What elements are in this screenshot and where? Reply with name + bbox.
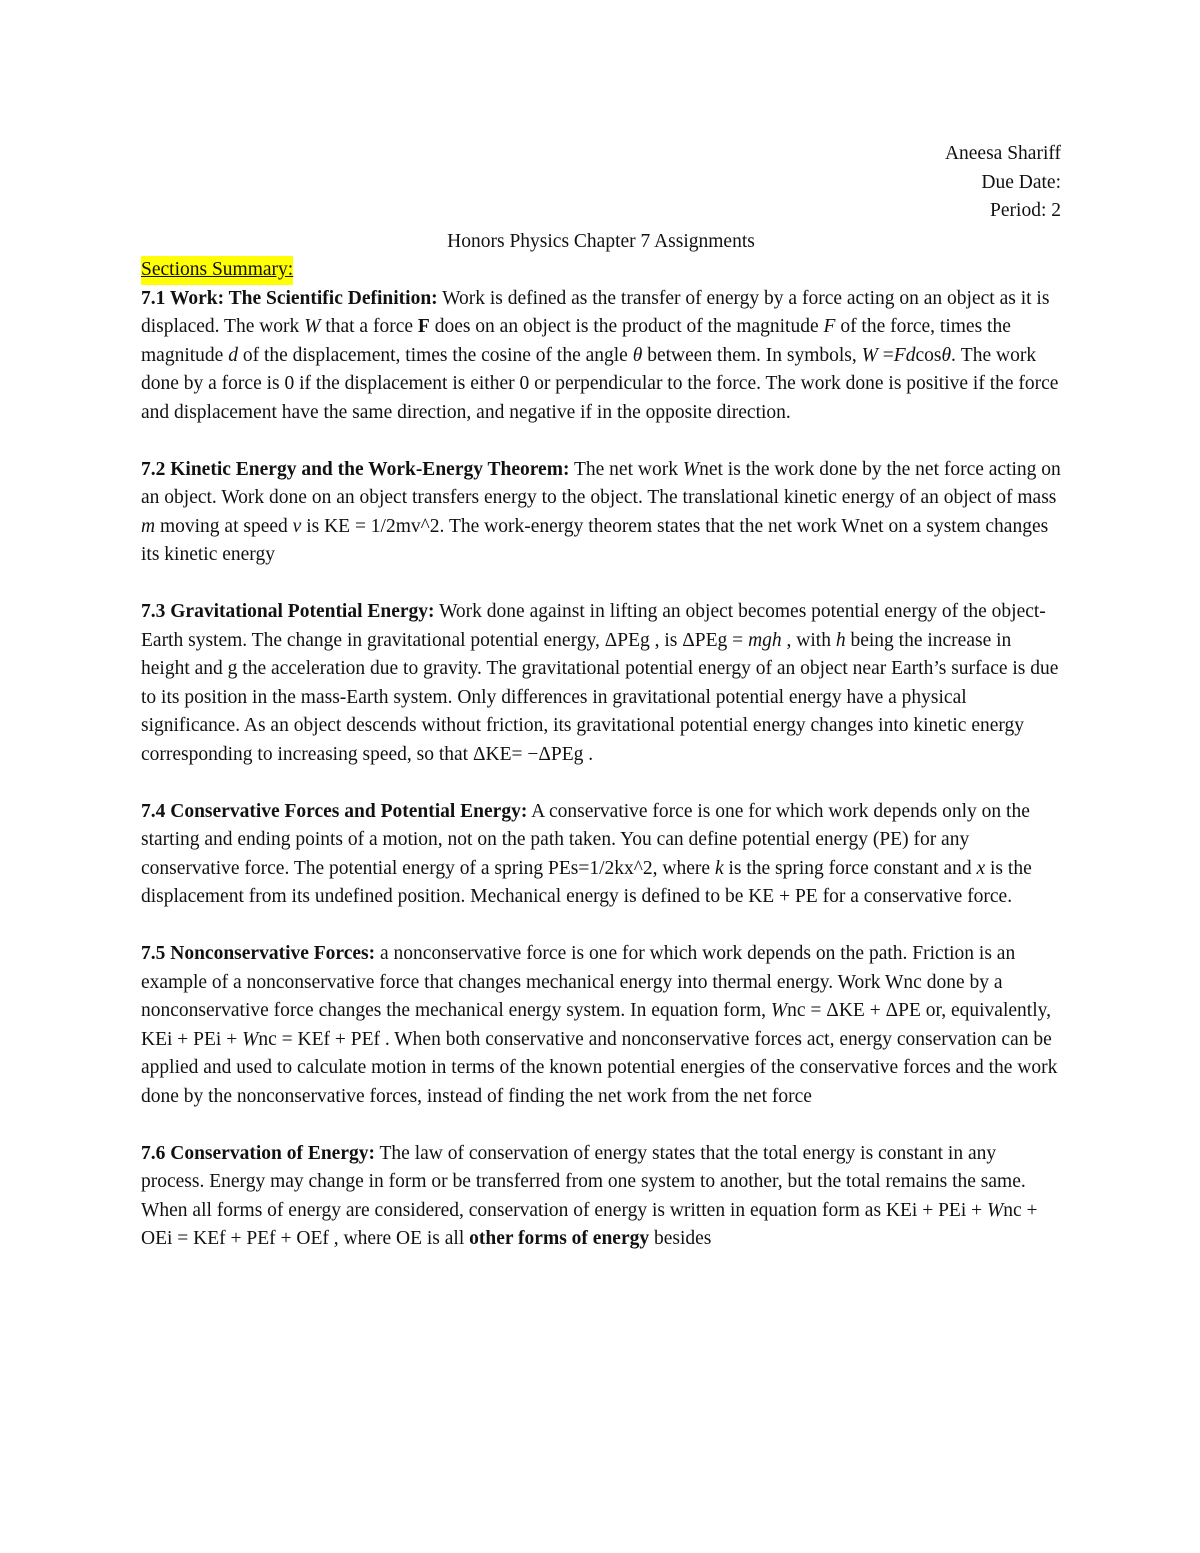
student-name: Aneesa Shariff [944, 143, 1061, 164]
section-heading: 7.2 Kinetic Energy and the Work-Energy Theorem: [141, 458, 570, 480]
section-heading: 7.3 Gravitational Potential Energy: [141, 601, 435, 622]
summary-heading: Sections Summary: [141, 256, 293, 285]
section-heading: 7.1 Work: The Scientific Definition: [141, 287, 438, 309]
document-title: Honors Physics Chapter 7 Assignments [447, 230, 755, 252]
due-date-line: Due Date: [981, 171, 1061, 193]
period-line: Period: 2 [990, 200, 1061, 221]
section-7-6: 7.6 Conservation of Energy: The law of conservation of energy states that the total energy is constant in any process. Energy may change in form or be transferred from one system to another, but the total remains the same. When all forms of energy are considered, conservation of energy is written in equation form as KEi + PEi + Wnc + OEi = KEf + PEf + OEf , where OE is all other forms of energy besides [141, 1142, 1038, 1249]
section-7-3: 7.3 Gravitational Potential Energy: Work done against in lifting an object becomes potential energy of the object-Earth system. The change in gravitational potential energy, ΔPEg , is ΔPEg = mgh , with h being the increase in height and g the acceleration due to gravity. The gravitational potential energy of an object near Earth’s surface is due to its position in the mass-Earth system. Only differences in gravitational potential energy have a physical significance. As an object descends without friction, its gravitational potential energy changes into kinetic energy corresponding to increasing speed, so that ΔKE= −ΔPEg . [141, 601, 1059, 765]
section-7-4: 7.4 Conservative Forces and Potential Energy: A conservative force is one for which work depends only on the starting and ending points of a motion, not on the path taken. You can define potential energy (PE) for any conservative force. The potential energy of a spring PEs=1/2kx^2, where k is the spring force constant and x is the displacement from its undefined position. Mechanical energy is defined to be KE + PE for a conservative force. [141, 800, 1032, 907]
section-heading: 7.5 Nonconservative Forces: [141, 943, 376, 964]
section-heading: 7.4 Conservative Forces and Potential Energy: [141, 800, 528, 822]
section-7-5: 7.5 Nonconservative Forces: a nonconservative force is one for which work depends on the path. Friction is an example of a nonconservative force that changes mechanical energy into thermal energy. Work Wnc done by a nonconservative force changes the mechanical energy system. In equation form, Wnc = ΔKE + ΔPE or, equivalently, KEi + PEi + Wnc = KEf + PEf . When both conservative and nonconservative forces act, energy conservation can be applied and used to calculate motion in terms of the known potential energies of the conservative forces and the work done by the nonconservative forces, instead of finding the net work from the net force [141, 943, 1058, 1107]
document-page [141, 140, 1061, 1282]
section-heading: 7.6 Conservation of Energy: [141, 1142, 375, 1164]
summary-heading-row [141, 256, 1061, 285]
section-7-2: 7.2 Kinetic Energy and the Work-Energy Theorem: The net work Wnet is the work done by the net force acting on an object. Work done on an object transfers energy to the object. The translational kinetic energy of an object of mass m moving at speed v is KE = 1/2mv^2. The work-energy theorem states that the net work Wnet on a system changes its kinetic energy [141, 458, 1061, 565]
section-7-1: 7.1 Work: The Scientific Definition: Work is defined as the transfer of energy by a force acting on an object as it is displaced. The work W that a force F does on an object is the product of the magnitude F of the force, times the magnitude d of the displacement, times the cosine of the angle θ between them. In symbols, W =Fdcosθ. The work done by a force is 0 if the displacement is either 0 or perpendicular to the force. The work done is positive if the force and displacement have the same direction, and negative if in the opposite direction. [141, 287, 1059, 423]
